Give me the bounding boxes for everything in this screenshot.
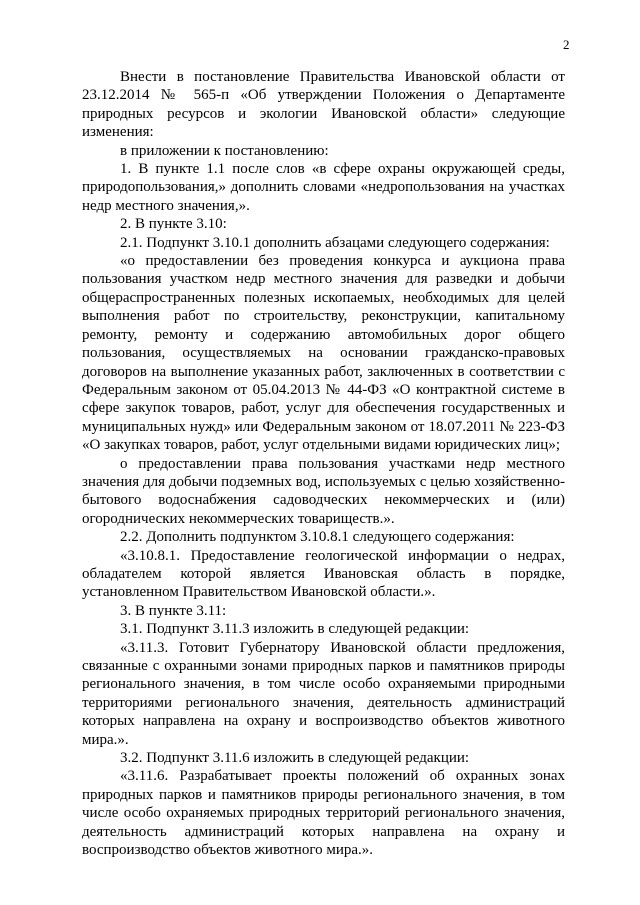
paragraph-item-2-2: 2.2. Дополнить подпунктом 3.10.8.1 следующего содержания: — [120, 529, 515, 546]
document-body — [82, 68, 565, 859]
paragraph-quote-3-10-8-1: «3.10.8.1. Предоставление геологической информации о недрах, обладателем которой является Ивановская область в порядке, установленном Правительством Ивановской области.». — [82, 547, 565, 601]
paragraph-item-2-1: 2.1. Подпункт 3.10.1 дополнить абзацами следующего содержания: — [120, 234, 550, 251]
paragraph-quote-3-11-6: «3.11.6. Разрабатывает проекты положений об охранных зонах природных парков и памятников природы регионального значения, в том числе особо охраняемых природных территорий регионального значения, деятельность администраций которых направлена на охрану и воспроизводство объектов животного мира.». — [82, 768, 565, 859]
paragraph-item-3-1: 3.1. Подпункт 3.11.3 изложить в следующей редакции: — [120, 621, 470, 638]
paragraph-intro: Внести в постановление Правительства Ивановской области от 23.12.2014 № 565-п «Об утверждении Положения о Департаменте природных ресурсов и экологии Ивановской области» следующие изменения: — [82, 69, 565, 141]
paragraph-quote-subsoil: «о предоставлении без проведения конкурса и аукциона права пользования участком недр местного значения для разведки и добычи общераспространенных полезных ископаемых, необходимых для целей выполнения работ по строительству, реконструкции, капитальному ремонту, ремонту и содержанию автомобильных дорог общего пользования, осуществляемых на основании гражданско-правовых договоров на выполнение указанных работ, заключенных в соответствии с Федеральным законом от 05.04.2013 № 44-ФЗ «О контрактной системе в сфере закупок товаров, работ, услуг для обеспечения государственных и муниципальных нужд» или Федеральным законом от 18.07.2011 № 223-ФЗ «О закупках товаров, работ, услуг отдельными видами юридических лиц»; — [82, 253, 565, 454]
paragraph-annex: в приложении к постановлению: — [120, 142, 329, 159]
paragraph-item-1: 1. В пункте 1.1 после слов «в сфере охраны окружающей среды, природопользования,» дополнить словами «недропользования на участках недр местного значения,». — [82, 161, 565, 214]
paragraph-quote-water: о предоставлении права пользования участками недр местного значения для добычи подземных вод, используемых с целью хозяйственно-бытового водоснабжения садоводческих некоммерческих и (или) огороднических некоммерческих товариществ.». — [82, 455, 565, 527]
paragraph-item-3-2: 3.2. Подпункт 3.11.6 изложить в следующей редакции: — [120, 750, 470, 767]
paragraph-quote-3-11-3: «3.11.3. Готовит Губернатору Ивановской области предложения, связанные с охранными зонами природных парков и памятников природы регионального значения, в том числе особо охраняемыми природными территориями регионального значения, деятельность администраций которых направлена на охрану и воспроизводство объектов животного мира.». — [82, 639, 565, 748]
page-number: 2 — [563, 37, 570, 52]
paragraph-item-3: 3. В пункте 3.11: — [120, 602, 227, 619]
paragraph-item-2: 2. В пункте 3.10: — [120, 216, 227, 233]
